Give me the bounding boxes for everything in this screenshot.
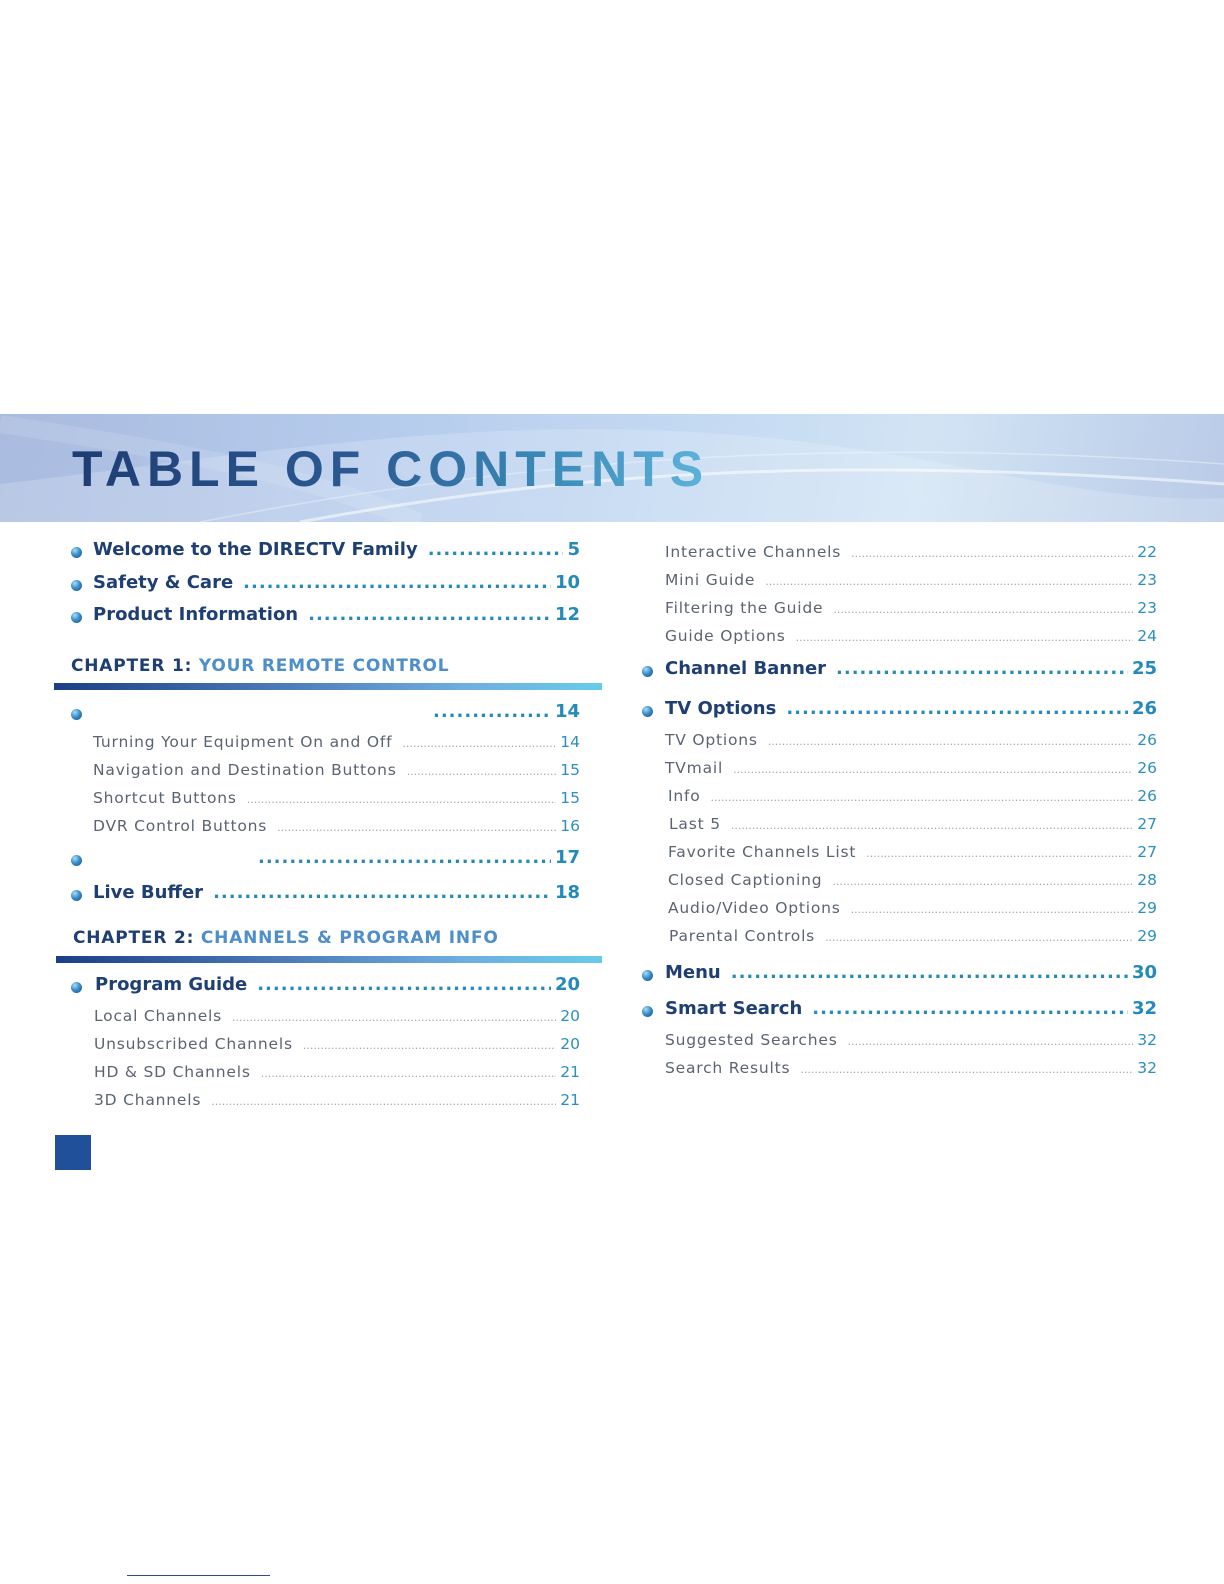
toc-entry-page: 15: [560, 789, 580, 807]
toc-entry-last-5[interactable]: [669, 815, 1157, 833]
toc-entry-title: Suggested Searches: [665, 1031, 838, 1049]
toc-entry-shortcut-buttons[interactable]: [93, 789, 580, 807]
dot-leader: [711, 791, 1134, 804]
toc-entry-page: 21: [560, 1063, 580, 1081]
toc-entry-remote-overview[interactable]: [93, 701, 580, 722]
toc-entry-title: Audio/Video Options: [668, 899, 841, 917]
toc-entry-title: Menu: [665, 962, 721, 983]
toc-entry-title: TVmail: [665, 759, 724, 777]
dot-leader: [848, 1035, 1134, 1048]
toc-entry-audio-video-options[interactable]: [668, 899, 1157, 917]
dot-leader: [733, 763, 1133, 776]
toc-entry-safety[interactable]: [93, 572, 580, 593]
bullet-icon: [71, 580, 82, 591]
toc-entry-title: Last 5: [669, 815, 721, 833]
page-title: TABLE OF CONTENTS: [72, 441, 710, 497]
toc-entry-title: Shortcut Buttons: [93, 789, 237, 807]
bullet-icon: [71, 547, 82, 558]
toc-entry-page: 28: [1137, 871, 1157, 889]
toc-entry-title: Unsubscribed Channels: [94, 1035, 293, 1053]
toc-entry-title: HD & SD Channels: [94, 1063, 251, 1081]
dot-leader: [768, 735, 1133, 748]
toc-entry-page: 30: [1131, 962, 1157, 983]
bullet-icon: [642, 970, 653, 981]
toc-entry-page: 5: [567, 539, 580, 560]
toc-entry-smart-search[interactable]: [665, 998, 1157, 1019]
bullet-icon: [642, 1006, 653, 1017]
toc-entry-filtering-guide[interactable]: [665, 599, 1157, 617]
toc-entry-title: Closed Captioning: [668, 871, 823, 889]
toc-entry-page: 27: [1137, 815, 1157, 833]
toc-entry-program-guide[interactable]: [95, 974, 580, 995]
toc-entry-page: 20: [560, 1007, 580, 1025]
dot-leader: [232, 1011, 556, 1024]
dot-leader: [308, 604, 551, 625]
toc-entry-page: 14: [554, 701, 580, 722]
dot-leader: [261, 1067, 557, 1080]
toc-entry-page: 24: [1137, 627, 1157, 645]
toc-entry-page: 20: [554, 974, 580, 995]
toc-entry-title: 3D Channels: [94, 1091, 202, 1109]
dot-leader: [800, 1063, 1133, 1076]
dot-leader: [833, 603, 1133, 616]
toc-entry-suggested-searches[interactable]: [665, 1031, 1157, 1049]
toc-entry-page: 32: [1137, 1059, 1157, 1077]
toc-entry-tvmail[interactable]: [665, 759, 1157, 777]
toc-entry-page: 21: [560, 1091, 580, 1109]
chapter-2-heading: [73, 928, 499, 948]
toc-entry-product-info[interactable]: [93, 604, 580, 625]
toc-entry-hd-sd-channels[interactable]: [94, 1063, 580, 1081]
toc-entry-page: 26: [1137, 759, 1157, 777]
toc-entry-title: Welcome to the DIRECTV Family: [93, 539, 418, 560]
toc-entry-title: TV Options: [665, 731, 758, 749]
toc-entry-page: 15: [560, 761, 580, 779]
dot-leader: [851, 903, 1134, 916]
dot-leader: [303, 1039, 556, 1052]
dot-leader: [407, 765, 557, 778]
header-banner: [0, 414, 1224, 522]
dot-leader: [243, 572, 551, 593]
toc-entry-page: 32: [1137, 1031, 1157, 1049]
toc-entry-parental-controls[interactable]: [669, 927, 1157, 945]
chapter-1-divider: [54, 683, 602, 690]
dot-leader: [247, 793, 557, 806]
toc-entry-title: Interactive Channels: [665, 543, 842, 561]
dot-leader: [812, 998, 1128, 1019]
toc-entry-title: Info: [668, 787, 701, 805]
toc-entry-page: 26: [1137, 731, 1157, 749]
toc-entry-title: Guide Options: [665, 627, 786, 645]
dot-leader: [765, 575, 1133, 588]
page-number-tab: [55, 1135, 91, 1170]
bullet-icon: [71, 612, 82, 623]
toc-entry-guide-options[interactable]: [665, 627, 1157, 645]
toc-entry-title: Local Channels: [94, 1007, 223, 1025]
toc-entry-mini-guide[interactable]: [665, 571, 1157, 589]
toc-entry-channel-banner[interactable]: [665, 658, 1157, 679]
toc-entry-title: Program Guide: [95, 974, 248, 995]
dot-leader: [277, 821, 556, 834]
toc-entry-page: 25: [1131, 658, 1157, 679]
toc-entry-title: Turning Your Equipment On and Off: [93, 733, 393, 751]
toc-entry-title: Channel Banner: [665, 658, 827, 679]
toc-entry-title: DVR Control Buttons: [93, 817, 268, 835]
dot-leader: [402, 737, 556, 750]
toc-entry-search-results[interactable]: [665, 1059, 1157, 1077]
dot-leader: [257, 974, 551, 995]
dot-leader: [731, 962, 1128, 983]
dot-leader: [433, 701, 551, 722]
dot-leader: [866, 847, 1133, 860]
bullet-icon: [71, 982, 82, 993]
toc-entry-navigation-buttons[interactable]: [93, 761, 580, 779]
bullet-icon: [642, 666, 653, 677]
dot-leader: [213, 882, 551, 903]
toc-entry-page-17[interactable]: [93, 847, 580, 868]
bullet-icon: [71, 709, 82, 720]
toc-entry-closed-captioning[interactable]: [668, 871, 1157, 889]
chapter-name: YOUR REMOTE CONTROL: [198, 656, 450, 676]
chapter-2-divider: [56, 956, 602, 963]
chapter-name: CHANNELS & PROGRAM INFO: [200, 928, 499, 948]
dot-leader: [825, 931, 1133, 944]
toc-entry-page: 17: [554, 847, 580, 868]
toc-entry-title: Smart Search: [665, 998, 803, 1019]
toc-entry-unsubscribed-channels[interactable]: [94, 1035, 580, 1053]
toc-entry-page: 32: [1131, 998, 1157, 1019]
toc-entry-page: 26: [1137, 787, 1157, 805]
bullet-icon: [71, 890, 82, 901]
bullet-icon: [71, 855, 82, 866]
toc-entry-title: Filtering the Guide: [665, 599, 824, 617]
toc-entry-live-buffer[interactable]: [93, 882, 580, 903]
footer-rule: [127, 1575, 270, 1576]
dot-leader: [428, 539, 564, 560]
dot-leader: [796, 631, 1134, 644]
toc-entry-page: 26: [1131, 698, 1157, 719]
toc-entry-title: TV Options: [665, 698, 777, 719]
toc-entry-tv-options-sub[interactable]: [665, 731, 1157, 749]
dot-leader: [211, 1095, 556, 1108]
toc-entry-page: 23: [1137, 571, 1157, 589]
toc-entry-page: 20: [560, 1035, 580, 1053]
toc-entry-title: Mini Guide: [665, 571, 756, 589]
toc-entry-title: Search Results: [665, 1059, 791, 1077]
toc-entry-interactive-channels[interactable]: [665, 543, 1157, 561]
toc-entry-page: 22: [1137, 543, 1157, 561]
toc-entry-page: 23: [1137, 599, 1157, 617]
dot-leader: [832, 875, 1133, 888]
toc-entry-menu[interactable]: [665, 962, 1157, 983]
toc-entry-dvr-buttons[interactable]: [93, 817, 580, 835]
toc-entry-page: 27: [1137, 843, 1157, 861]
toc-entry-turning-equipment[interactable]: [93, 733, 580, 751]
chapter-number: CHAPTER 1:: [71, 656, 193, 676]
chapter-1-heading: [71, 656, 449, 676]
toc-entry-info[interactable]: [668, 787, 1157, 805]
dot-leader: [258, 847, 551, 868]
toc-entry-page: 29: [1137, 927, 1157, 945]
toc-entry-favorite-channels[interactable]: [668, 843, 1157, 861]
dot-leader: [836, 658, 1128, 679]
bullet-icon: [642, 706, 653, 717]
toc-entry-tv-options[interactable]: [665, 698, 1157, 719]
toc-entry-title: Parental Controls: [669, 927, 816, 945]
toc-entry-title: Safety & Care: [93, 572, 234, 593]
toc-entry-page: 10: [554, 572, 580, 593]
toc-entry-title: Product Information: [93, 604, 299, 625]
toc-entry-local-channels[interactable]: [94, 1007, 580, 1025]
dot-leader: [731, 819, 1133, 832]
toc-entry-title: Live Buffer: [93, 882, 204, 903]
toc-entry-page: 16: [560, 817, 580, 835]
toc-entry-page: 29: [1137, 899, 1157, 917]
toc-entry-page: 18: [554, 882, 580, 903]
toc-entry-page: 14: [560, 733, 580, 751]
dot-leader: [851, 547, 1133, 560]
toc-entry-title: Favorite Channels List: [668, 843, 857, 861]
dot-leader: [786, 698, 1128, 719]
toc-entry-page: 12: [554, 604, 580, 625]
toc-entry-welcome[interactable]: [93, 539, 580, 560]
toc-entry-3d-channels[interactable]: [94, 1091, 580, 1109]
chapter-number: CHAPTER 2:: [73, 928, 195, 948]
toc-entry-title: Navigation and Destination Buttons: [93, 761, 397, 779]
